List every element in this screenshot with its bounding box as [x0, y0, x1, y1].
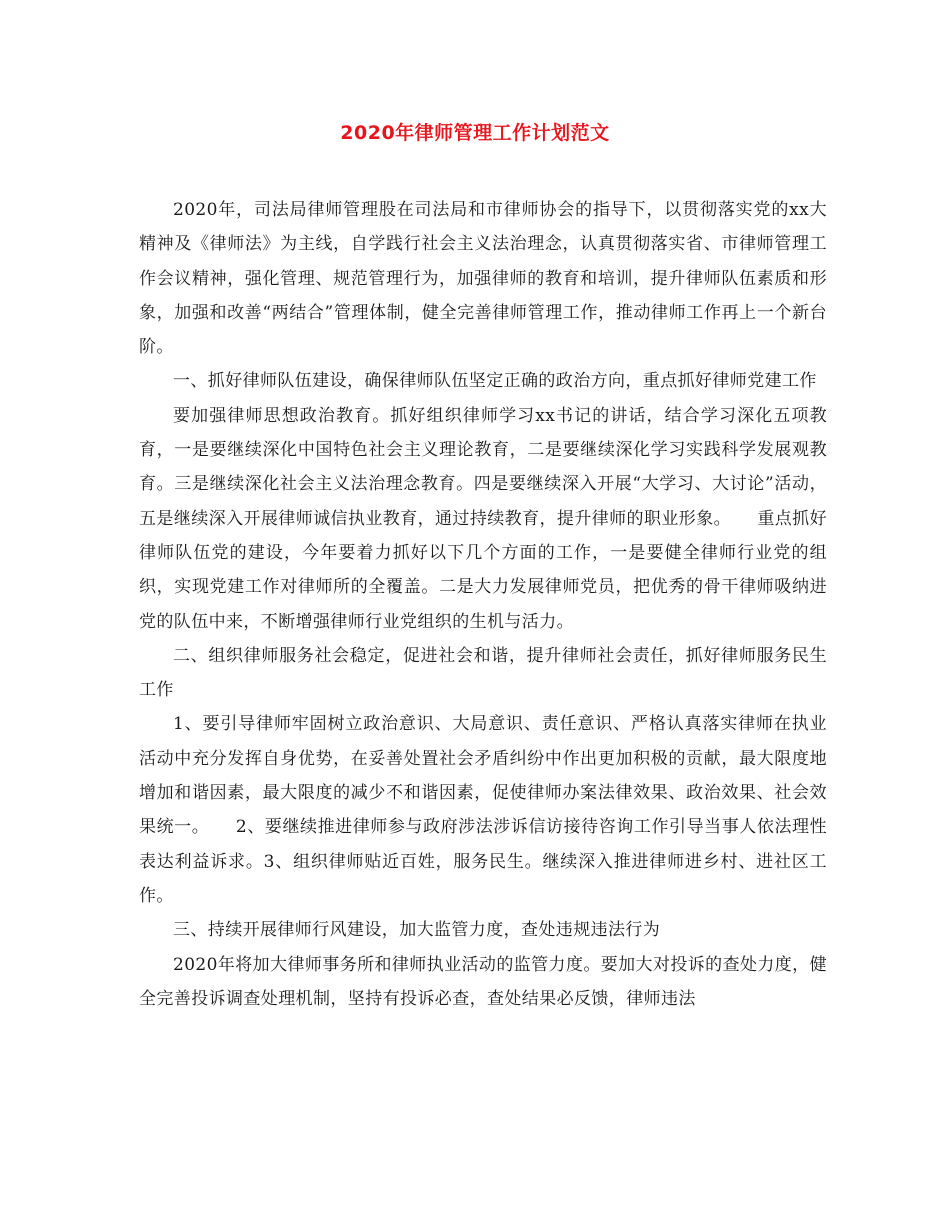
paragraph-intro: 2020年，司法局律师管理股在司法局和市律师协会的指导下，以贯彻落实党的xx大精神及《律师法》为主线，自学践行社会主义法治理念，认真贯彻落实省、市律师管理工作会议精神，强化管理、规范管理行为，加强律师的教育和培训，提升律师队伍素质和形象，加强和改善“两结合”管理体制，健全完善律师管理工作，推动律师工作再上一个新台阶。 — [139, 200, 827, 358]
section-heading-1: 一、抓好律师队伍建设，确保律师队伍坚定正确的政治方向，重点抓好律师党建工作 — [173, 371, 817, 392]
section-heading-2: 二、组织律师服务社会稳定，促进社会和谐，提升律师社会责任，抓好律师服务民生工作 — [139, 645, 827, 701]
paragraph-section-1: 要加强律师思想政治教育。抓好组织律师学习xx书记的讲话，结合学习深化五项教育，一是要继续深化中国特色社会主义理论教育，二是要继续深化学习实践科学发展观教育。三是继续深化社会主义法治理念教育。四是要继续深入开展“大学习、大讨论”活动，五是继续深入开展律师诚信执业教育，通过持续教育，提升律师的职业形象。 重点抓好律师队伍党的建设，今年要着力抓好以下几个方面的工作，一是要健全律师行业党的组织，实现党建工作对律师所的全覆盖。二是大力发展律师党员，把优秀的骨干律师吸纳进党的队伍中来，不断增强律师行业党组织的生机与活力。 — [139, 405, 827, 632]
section-heading-3: 三、持续开展律师行风建设，加大监管力度，查处违规违法行为 — [173, 920, 661, 941]
document-body — [139, 193, 827, 1016]
paragraph-section-3: 2020年将加大律师事务所和律师执业活动的监管力度。要加大对投诉的查处力度，健全完善投诉调查处理机制，坚持有投诉必查，查处结果必反馈，律师违法 — [139, 954, 827, 1009]
document-title: 2020年律师管理工作计划范文 — [340, 122, 610, 144]
paragraph-section-2: 1、要引导律师牢固树立政治意识、大局意识、责任意识、严格认真落实律师在执业活动中充分发挥自身优势，在妥善处置社会矛盾纠纷中作出更加积极的贡献，最大限度地增加和谐因素，最大限度的减少不和谐因素，促使律师办案法律效果、政治效果、社会效果统一。 2、要继续推进律师参与政府涉法涉诉信访接待咨询工作引导当事人依法理性表达利益诉求。3、组织律师贴近百姓，服务民生。继续深入推进律师进乡村、进社区工作。 — [139, 714, 827, 906]
